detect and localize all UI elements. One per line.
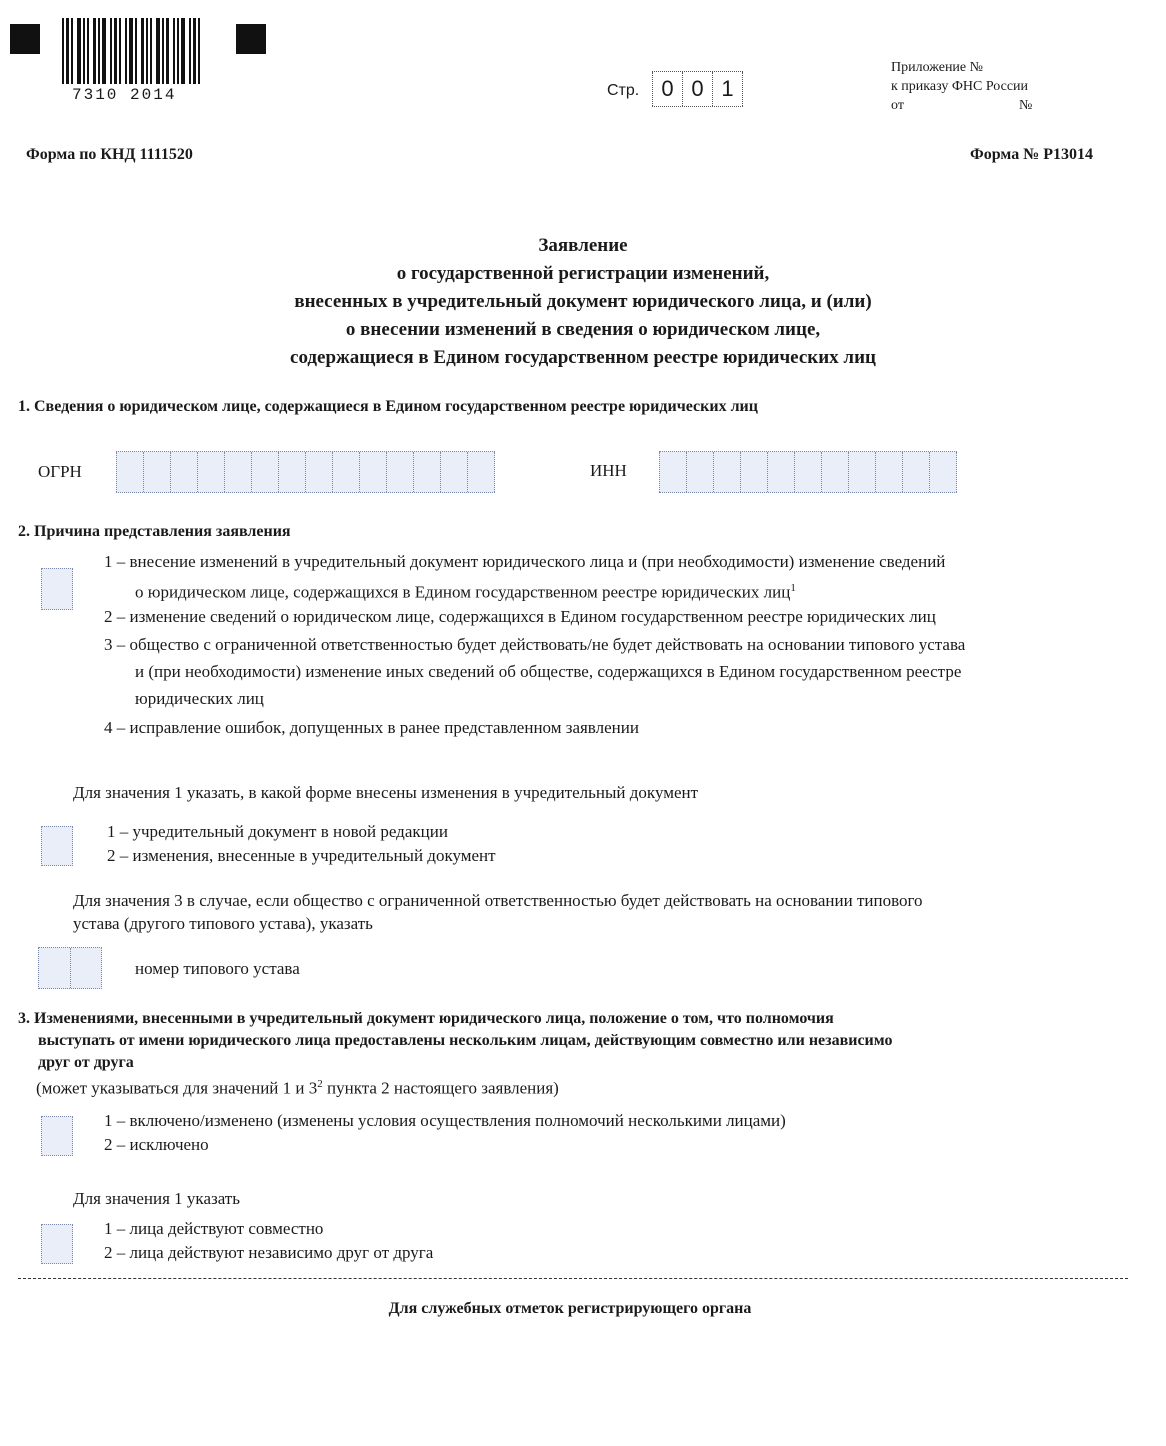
form-number: Форма № Р13014	[970, 146, 1094, 163]
appendix-note	[891, 58, 1033, 115]
form-type-box[interactable]	[41, 826, 73, 866]
section3-note-text: пункта 2 настоящего заявления)	[322, 1078, 559, 1098]
appendix-from: от	[891, 98, 904, 113]
form-knd: Форма по КНД 1111520	[26, 146, 193, 163]
barcode-number: 7310 2014	[72, 86, 177, 104]
charter-prompt: Для значения 3 в случае, если общество с ограниченной ответственностью будет действовать на основании типового	[73, 891, 923, 910]
page-digit: 0	[682, 72, 712, 106]
form-type-option-2: 2 – изменения, внесенные в учредительный документ	[107, 846, 496, 865]
title-line: о государственной регистрации изменений,	[396, 263, 770, 284]
page-digit: 0	[652, 72, 682, 106]
title-line: Заявление	[538, 235, 628, 256]
reason-option-3: 3 – общество с ограниченной ответственностью будет действовать/не будет действовать на основании типового устава	[104, 635, 966, 654]
section3-title-line: выступать от имени юридического лица предоставлены нескольким лицам, действующим совместно или независимо	[38, 1032, 893, 1049]
form-type-prompt: Для значения 1 указать, в какой форме внесены изменения в учредительный документ	[73, 783, 699, 802]
section2-title: 2. Причина представления заявления	[18, 523, 291, 540]
page-label: Стр.	[607, 82, 640, 99]
powers-option-2: 2 – исключено	[104, 1135, 209, 1154]
powers-option-1: 1 – включено/изменено (изменены условия осуществления полномочий несколькими лицами)	[104, 1111, 786, 1130]
section3-title-line: 3. Изменениями, внесенными в учредительный документ юридического лица, положение о том, что полномочия	[18, 1010, 834, 1027]
footnote-1: 1	[790, 582, 796, 594]
section3-note	[36, 1071, 559, 1102]
reason-option-3-cont: юридических лиц	[135, 689, 264, 708]
ogrn-input[interactable]	[116, 451, 495, 493]
footnote-2: 2	[317, 1078, 323, 1090]
inn-input[interactable]	[659, 451, 957, 493]
joint-option-1: 1 – лица действуют совместно	[104, 1219, 324, 1238]
separator-line	[18, 1278, 1128, 1279]
appendix-line: Приложение №	[891, 60, 983, 75]
title-line: содержащиеся в Едином государственном реестре юридических лиц	[290, 347, 876, 368]
charter-number-input[interactable]	[38, 947, 102, 989]
inn-label: ИНН	[590, 461, 627, 480]
section3-title	[18, 1008, 1128, 1074]
reason-option-1-text: о юридическом лице, содержащихся в Едином государственном реестре юридических лиц	[135, 582, 791, 602]
reason-option-2: 2 – изменение сведений о юридическом лице, содержащихся в Едином государственном реестре юридических лиц	[104, 607, 936, 626]
ogrn-label: ОГРН	[38, 462, 82, 481]
reason-code-box[interactable]	[41, 568, 73, 610]
form-type-option-1: 1 – учредительный документ в новой редакции	[107, 822, 448, 841]
charter-number-label: номер типового устава	[135, 959, 300, 978]
section3-title-line: друг от друга	[38, 1054, 134, 1071]
page-number-cells	[652, 71, 743, 107]
powers-code-box[interactable]	[41, 1116, 73, 1156]
service-marks-title: Для служебных отметок регистрирующего органа	[388, 1300, 752, 1317]
corner-marker-right	[236, 24, 266, 54]
title-line: о внесении изменений в сведения о юридическом лице,	[345, 319, 821, 340]
reason-option-3-cont: и (при необходимости) изменение иных сведений об обществе, содержащихся в Едином государственном реестре	[135, 662, 962, 681]
joint-option-2: 2 – лица действуют независимо друг от друга	[104, 1243, 434, 1262]
reason-option-1: 1 – внесение изменений в учредительный документ юридического лица и (при необходимости) изменение сведений	[104, 552, 946, 571]
joint-code-box[interactable]	[41, 1224, 73, 1264]
appendix-line	[891, 96, 1033, 115]
appendix-no: №	[1019, 98, 1033, 113]
page-digit: 1	[712, 72, 743, 106]
reason-option-4: 4 – исправление ошибок, допущенных в ранее представленном заявлении	[104, 718, 639, 737]
section1-title: 1. Сведения о юридическом лице, содержащиеся в Едином государственном реестре юридических лиц	[18, 398, 758, 415]
reason-option-1-cont	[135, 575, 796, 606]
joint-prompt: Для значения 1 указать	[73, 1189, 240, 1208]
appendix-line: к приказу ФНС России	[891, 79, 1029, 94]
document-title	[0, 232, 1166, 372]
barcode	[62, 18, 222, 84]
charter-prompt-cont: устава (другого типового устава), указать	[73, 914, 373, 933]
corner-marker-left	[10, 24, 40, 54]
section3-note-text: (может указываться для значений 1 и 3	[36, 1078, 318, 1098]
title-line: внесенных в учредительный документ юридического лица, и (или)	[294, 291, 872, 312]
